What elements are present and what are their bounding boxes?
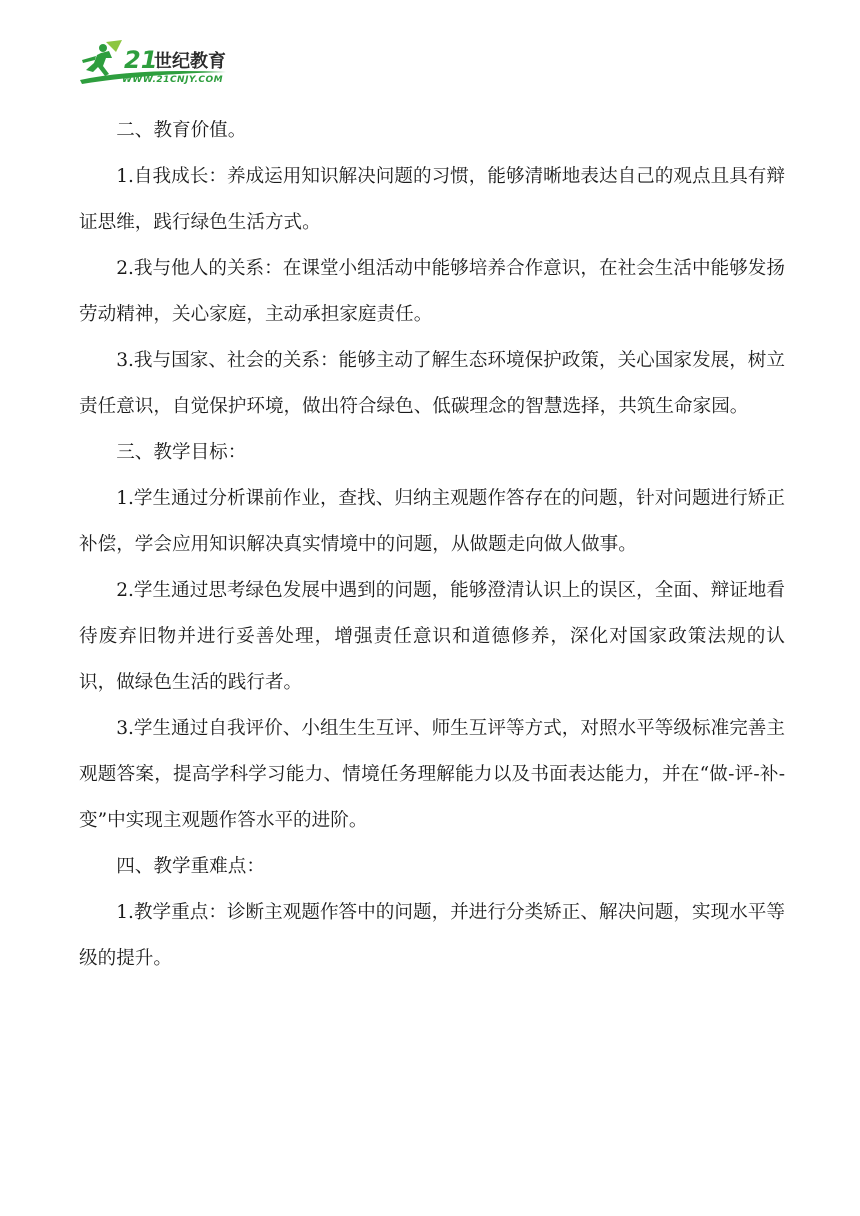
paragraph-self-growth: 1.自我成长：养成运用知识解决问题的习惯，能够清晰地表达自己的观点且具有辩证思维，践行绿色生活方式。 [79, 166, 785, 233]
brand-number: 21 [124, 46, 158, 74]
section-heading-education-value: 二、教育价值。 [116, 120, 247, 141]
paragraph-relation-with-others: 2.我与他人的关系：在课堂小组活动中能够培养合作意识，在社会生活中能够发扬劳动精神，关心家庭，主动承担家庭责任。 [79, 258, 785, 325]
section-heading-key-points: 四、教学重难点： [116, 856, 265, 877]
paragraph-relation-with-country: 3.我与国家、社会的关系：能够主动了解生态环境保护政策，关心国家发展，树立责任意识，自觉保护环境，做出符合绿色、低碳理念的智慧选择，共筑生命家园。 [79, 350, 785, 417]
brand-logo [76, 38, 246, 88]
paragraph-goal-2: 2.学生通过思考绿色发展中遇到的问题，能够澄清认识上的误区，全面、辩证地看待废弃旧物并进行妥善处理，增强责任意识和道德修养，深化对国家政策法规的认识，做绿色生活的践行者。 [79, 580, 785, 693]
paragraph-goal-1: 1.学生通过分析课前作业，查找、归纳主观题作答存在的问题，针对问题进行矫正补偿，学会应用知识解决真实情境中的问题，从做题走向做人做事。 [79, 488, 785, 555]
brand-url: WWW.21CNJY.COM [122, 75, 224, 85]
brand-name: 世纪教育 [154, 51, 226, 72]
paragraph-key-point-1: 1.教学重点：诊断主观题作答中的问题，并进行分类矫正、解决问题，实现水平等级的提升。 [79, 902, 785, 969]
runner-figure-icon [76, 38, 246, 88]
document-body [79, 108, 785, 982]
section-heading-teaching-goals: 三、教学目标： [116, 442, 247, 463]
paragraph-goal-3: 3.学生通过自我评价、小组生生互评、师生互评等方式，对照水平等级标准完善主观题答案，提高学科学习能力、情境任务理解能力以及书面表达能力，并在“做-评-补-变”中实现主观题作答水平的进阶。 [79, 718, 785, 831]
